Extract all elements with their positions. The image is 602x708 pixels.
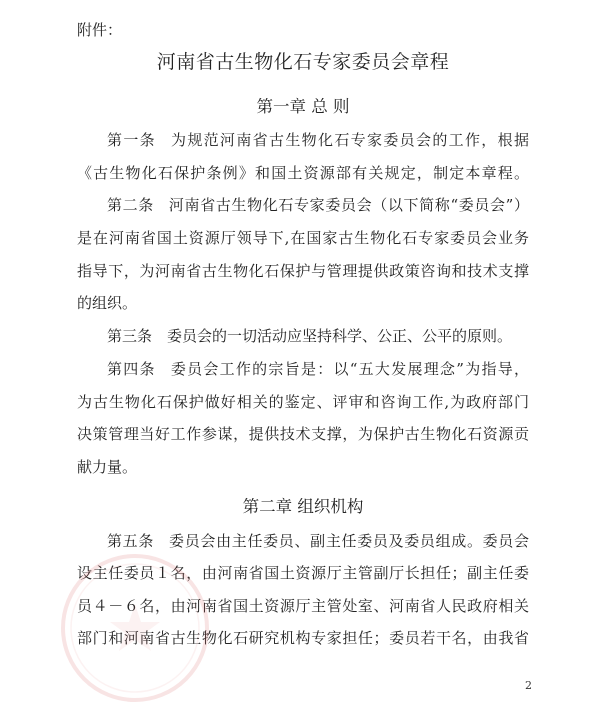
chapter-1-heading: 第一章 总 则 bbox=[256, 97, 350, 116]
article-2-line-2: 是在河南省国土资源厅领导下,在国家古生物化石专家委员会业务 bbox=[77, 229, 529, 248]
article-1-line-1 bbox=[77, 124, 529, 157]
article-text: 委员会工作的宗旨是：以“五大发展理念”为指导， bbox=[170, 359, 529, 378]
article-text: 委员会的一切活动应坚持科学、公正、公平的原则。 bbox=[167, 327, 513, 346]
article-5-line-3: 员４－６名，由河南省国土资源厅主管处室、河南省人民政府相关 bbox=[77, 596, 529, 615]
article-4-line-2: 为古生物化石保护做好相关的鉴定、评审和咨询工作,为政府部门 bbox=[77, 392, 529, 411]
chapter-1-body bbox=[77, 124, 529, 484]
article-label: 第五条 bbox=[107, 532, 155, 550]
document-title: 河南省古生物化石专家委员会章程 bbox=[156, 51, 450, 73]
chapter-2-heading: 第二章 组织机构 bbox=[242, 497, 364, 516]
article-4-line-1 bbox=[77, 353, 529, 386]
article-label: 第二条 bbox=[107, 196, 154, 215]
article-text: 河南省古生物化石专家委员会（以下简称“委员会”） bbox=[168, 196, 529, 215]
article-2-line-4: 的组织。 bbox=[77, 294, 138, 313]
official-seal-icon bbox=[55, 548, 215, 708]
article-text: 委员会由主任委员、副主任委员及委员组成。委员会 bbox=[169, 532, 529, 550]
article-4-line-4: 献力量。 bbox=[77, 457, 138, 476]
article-3-line-1 bbox=[77, 320, 529, 353]
article-text: 为规范河南省古生物化石专家委员会的工作，根据 bbox=[171, 131, 529, 149]
article-4-line-3: 决策管理当好工作参谋，提供技术支撑，为保护古生物化石资源贡 bbox=[77, 425, 529, 444]
article-5-line-2: 设主任委员１名，由河南省国土资源厅主管副厅长担任；副主任委 bbox=[77, 564, 529, 583]
article-label: 第一条 bbox=[107, 131, 156, 149]
article-2-line-3: 指导下，为河南省古生物化石保护与管理提供政策咨询和技术支撑 bbox=[77, 261, 529, 280]
article-2-line-1 bbox=[77, 189, 529, 222]
article-label: 第三条 bbox=[107, 327, 153, 346]
attachment-label: 附件： bbox=[77, 21, 123, 39]
article-5-line-4: 部门和河南省古生物化石研究机构专家担任；委员若干名，由我省 bbox=[77, 629, 529, 648]
article-1-line-2: 《古生物化石保护条例》和国土资源部有关规定，制定本章程。 bbox=[77, 163, 529, 182]
page-number: 2 bbox=[525, 679, 532, 692]
article-label: 第四条 bbox=[107, 359, 156, 378]
